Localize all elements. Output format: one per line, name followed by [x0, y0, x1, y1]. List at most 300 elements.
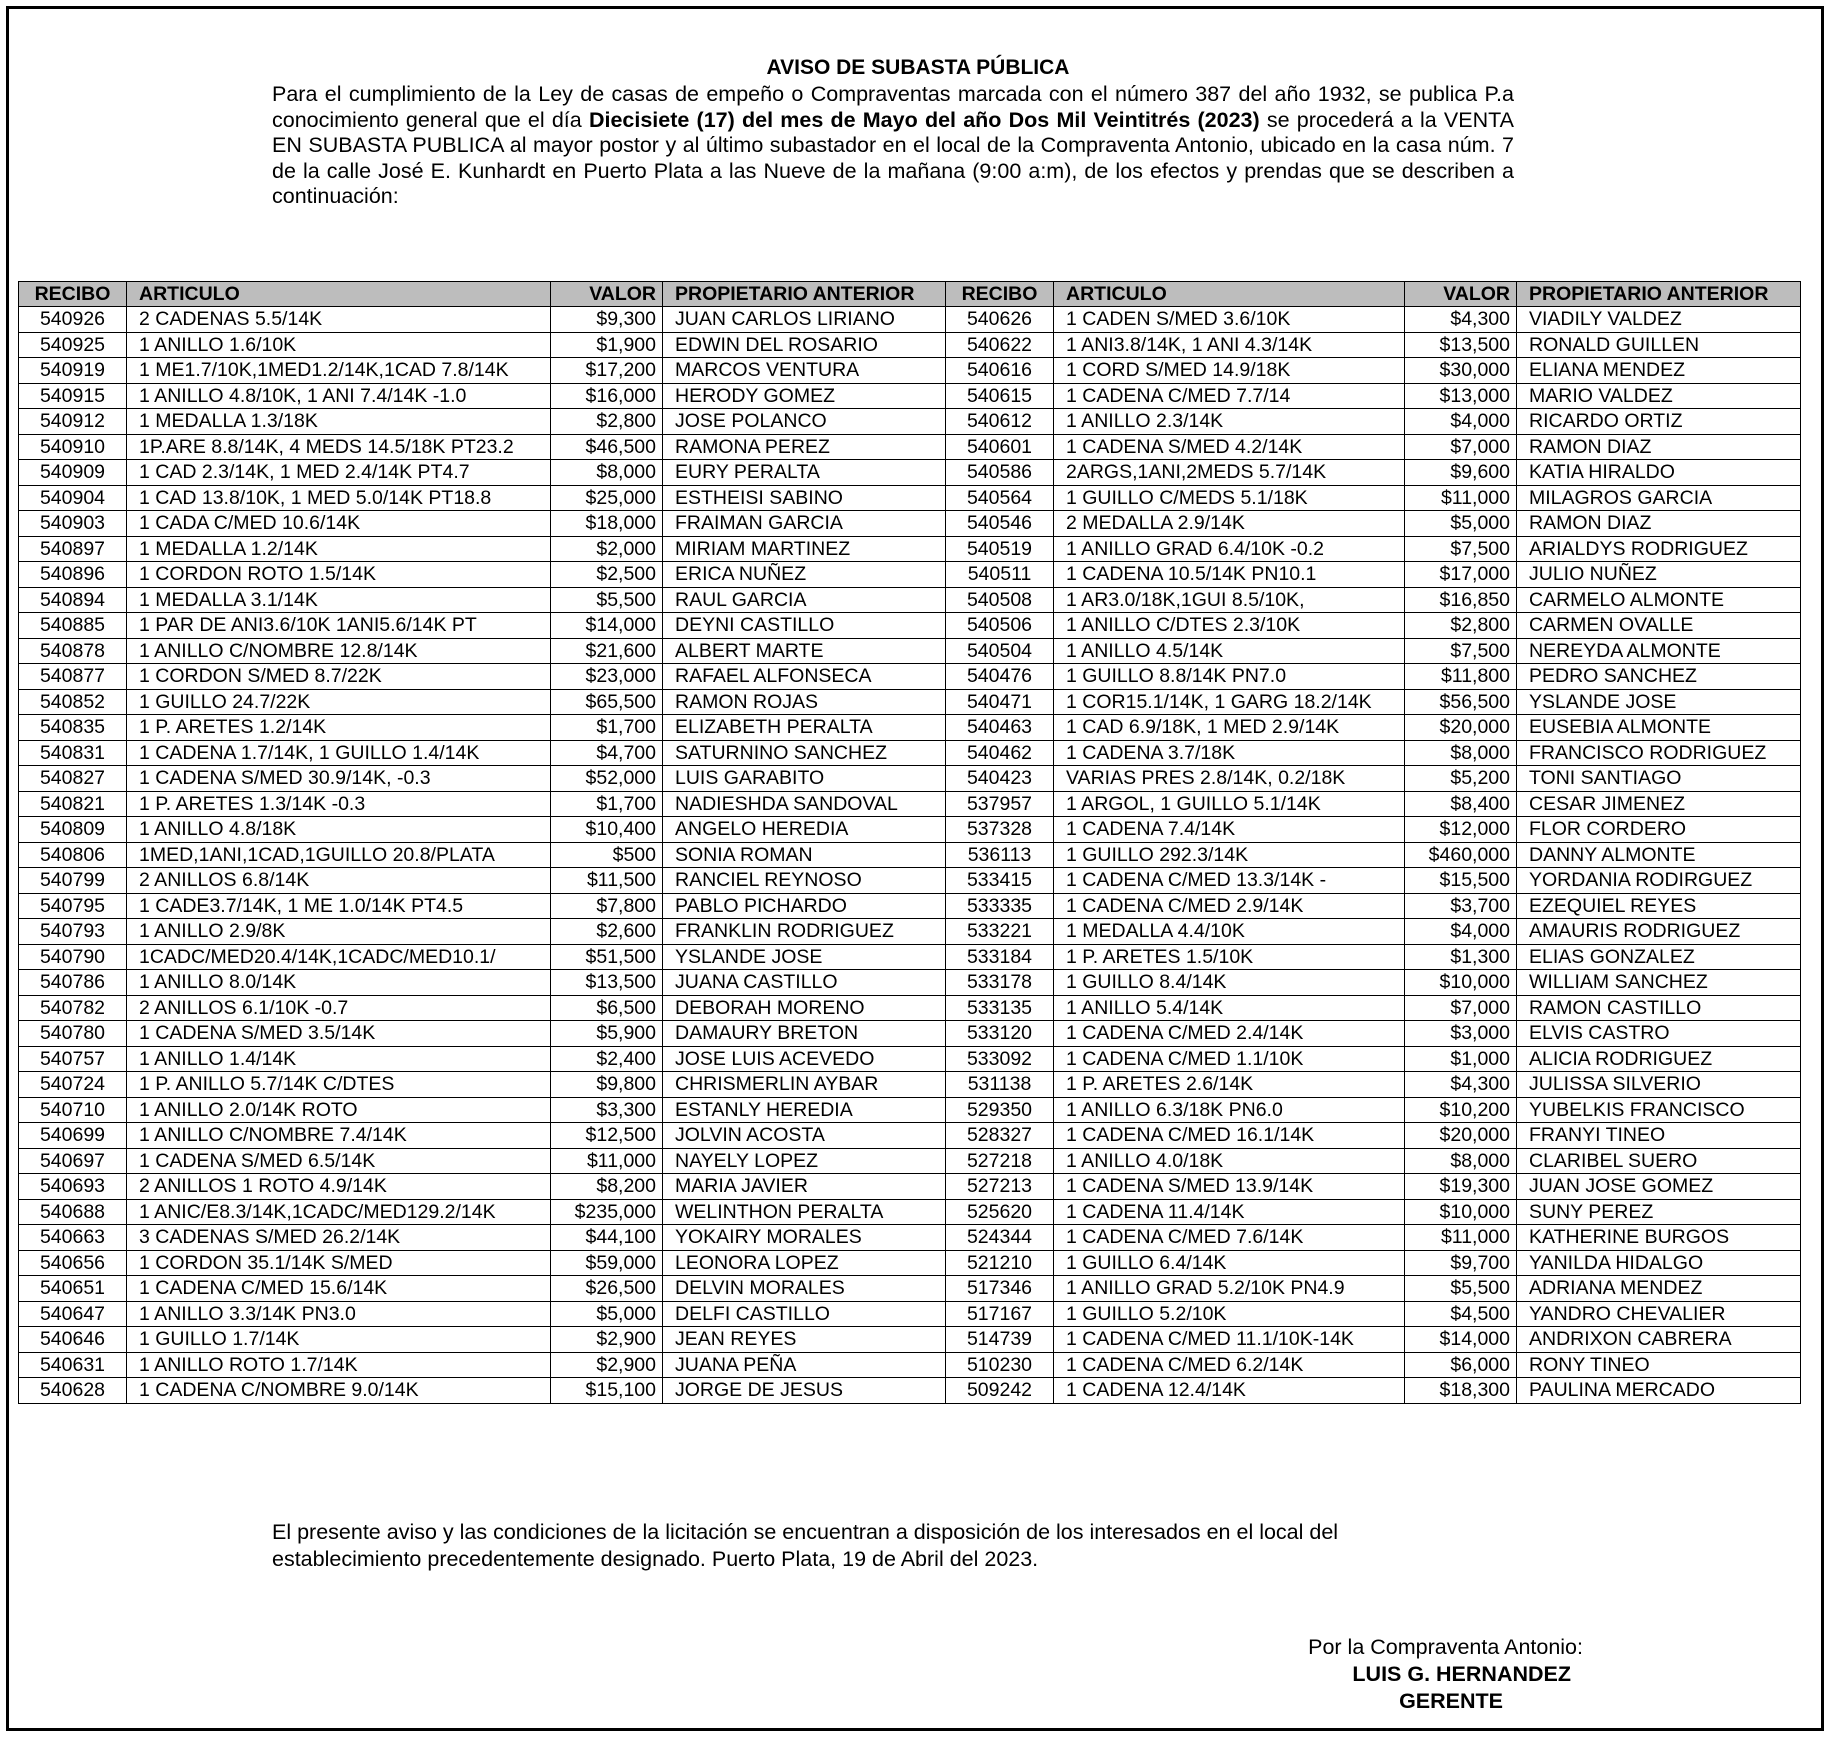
propietario-cell: PEDRO SANCHEZ [1517, 664, 1801, 690]
valor-cell: $7,000 [1405, 995, 1517, 1021]
recibo-cell: 540915 [19, 383, 127, 409]
recibo-cell: 540912 [19, 409, 127, 435]
propietario-cell: SUNY PEREZ [1517, 1199, 1801, 1225]
table-row [19, 1199, 1801, 1225]
recibo-cell: 533178 [946, 970, 1054, 996]
valor-cell: $4,000 [1405, 919, 1517, 945]
propietario-cell: ARIALDYS RODRIGUEZ [1517, 536, 1801, 562]
auction-items-table [18, 281, 1801, 1404]
articulo-cell: 1 ANILLO 4.5/14K [1054, 638, 1405, 664]
articulo-cell: 1 ME1.7/10K,1MED1.2/14K,1CAD 7.8/14K [127, 358, 551, 384]
table-row [19, 868, 1801, 894]
column-header-articulo: ARTICULO [127, 282, 551, 307]
recibo-cell: 540511 [946, 562, 1054, 588]
recibo-cell: 540793 [19, 919, 127, 945]
articulo-cell: 3 CADENAS S/MED 26.2/14K [127, 1225, 551, 1251]
propietario-cell: JORGE DE JESUS [663, 1378, 946, 1404]
articulo-cell: 1 CADENA 11.4/14K [1054, 1199, 1405, 1225]
propietario-cell: JUANA PEÑA [663, 1352, 946, 1378]
column-header-propietario-2: PROPIETARIO ANTERIOR [1517, 282, 1801, 307]
table-row [19, 944, 1801, 970]
articulo-cell: 1 CAD 13.8/10K, 1 MED 5.0/14K PT18.8 [127, 485, 551, 511]
articulo-cell: 1 GUILLO 292.3/14K [1054, 842, 1405, 868]
articulo-cell: 1P.ARE 8.8/14K, 4 MEDS 14.5/18K PT23.2 [127, 434, 551, 460]
articulo-cell: 2ARGS,1ANI,2MEDS 5.7/14K [1054, 460, 1405, 486]
propietario-cell: JOLVIN ACOSTA [663, 1123, 946, 1149]
valor-cell: $5,000 [1405, 511, 1517, 537]
table-row [19, 434, 1801, 460]
valor-cell: $2,500 [551, 562, 663, 588]
valor-cell: $9,800 [551, 1072, 663, 1098]
articulo-cell: 1 GUILLO 6.4/14K [1054, 1250, 1405, 1276]
table-row [19, 740, 1801, 766]
table-row [19, 1021, 1801, 1047]
valor-cell: $1,300 [1405, 944, 1517, 970]
articulo-cell: 1 ANILLO 2.9/8K [127, 919, 551, 945]
valor-cell: $460,000 [1405, 842, 1517, 868]
valor-cell: $25,000 [551, 485, 663, 511]
valor-cell: $46,500 [551, 434, 663, 460]
propietario-cell: RICARDO ORTIZ [1517, 409, 1801, 435]
articulo-cell: 1 ANILLO 4.8/10K, 1 ANI 7.4/14K -1.0 [127, 383, 551, 409]
articulo-cell: 1 P. ARETES 1.5/10K [1054, 944, 1405, 970]
recibo-cell: 525620 [946, 1199, 1054, 1225]
valor-cell: $1,700 [551, 715, 663, 741]
recibo-cell: 533092 [946, 1046, 1054, 1072]
recibo-cell: 533335 [946, 893, 1054, 919]
recibo-cell: 540646 [19, 1327, 127, 1353]
signature-org: Por la Compraventa Antonio: [1308, 1635, 1583, 1659]
propietario-cell: CARMELO ALMONTE [1517, 587, 1801, 613]
valor-cell: $2,000 [551, 536, 663, 562]
valor-cell: $2,400 [551, 1046, 663, 1072]
valor-cell: $1,700 [551, 791, 663, 817]
propietario-cell: FRANKLIN RODRIGUEZ [663, 919, 946, 945]
propietario-cell: RAMON DIAZ [1517, 434, 1801, 460]
table-row [19, 970, 1801, 996]
articulo-cell: 1 ANILLO ROTO 1.7/14K [127, 1352, 551, 1378]
recibo-cell: 517167 [946, 1301, 1054, 1327]
valor-cell: $23,000 [551, 664, 663, 690]
recibo-cell: 540910 [19, 434, 127, 460]
recibo-cell: 533415 [946, 868, 1054, 894]
valor-cell: $2,800 [551, 409, 663, 435]
valor-cell: $2,800 [1405, 613, 1517, 639]
articulo-cell: 1 COR15.1/14K, 1 GARG 18.2/14K [1054, 689, 1405, 715]
recibo-cell: 540663 [19, 1225, 127, 1251]
valor-cell: $59,000 [551, 1250, 663, 1276]
valor-cell: $16,850 [1405, 587, 1517, 613]
articulo-cell: 1 CADENA S/MED 4.2/14K [1054, 434, 1405, 460]
recibo-cell: 540656 [19, 1250, 127, 1276]
propietario-cell: LUIS GARABITO [663, 766, 946, 792]
recibo-cell: 540885 [19, 613, 127, 639]
valor-cell: $7,800 [551, 893, 663, 919]
table-row [19, 1301, 1801, 1327]
valor-cell: $20,000 [1405, 715, 1517, 741]
valor-cell: $10,200 [1405, 1097, 1517, 1123]
intro-text-start: Para el cumplimiento de la Ley de casas de empeño o Compraventas marcada con el número 387 del año 1932, se publica P.a conocimiento general que el día [272, 82, 1514, 132]
table-row [19, 791, 1801, 817]
recibo-cell: 540612 [946, 409, 1054, 435]
table-row [19, 1225, 1801, 1251]
recibo-cell: 540909 [19, 460, 127, 486]
propietario-cell: EDWIN DEL ROSARIO [663, 332, 946, 358]
table-row [19, 1097, 1801, 1123]
articulo-cell: 1 MEDALLA 1.3/18K [127, 409, 551, 435]
table-row [19, 817, 1801, 843]
valor-cell: $17,200 [551, 358, 663, 384]
articulo-cell: 1 GUILLO 8.8/14K PN7.0 [1054, 664, 1405, 690]
notice-title: AVISO DE SUBASTA PÚBLICA [766, 56, 1070, 79]
valor-cell: $11,800 [1405, 664, 1517, 690]
propietario-cell: KATIA HIRALDO [1517, 460, 1801, 486]
recibo-cell: 540925 [19, 332, 127, 358]
valor-cell: $10,400 [551, 817, 663, 843]
table-row [19, 1327, 1801, 1353]
articulo-cell: 1MED,1ANI,1CAD,1GUILLO 20.8/PLATA [127, 842, 551, 868]
propietario-cell: RONALD GUILLEN [1517, 332, 1801, 358]
articulo-cell: 1 ANILLO C/NOMBRE 7.4/14K [127, 1123, 551, 1149]
table-row [19, 383, 1801, 409]
articulo-cell: 1 CADENA C/MED 16.1/14K [1054, 1123, 1405, 1149]
recibo-cell: 540897 [19, 536, 127, 562]
table-row [19, 1174, 1801, 1200]
recibo-cell: 514739 [946, 1327, 1054, 1353]
table-row [19, 1352, 1801, 1378]
recibo-cell: 528327 [946, 1123, 1054, 1149]
valor-cell: $12,000 [1405, 817, 1517, 843]
recibo-cell: 540919 [19, 358, 127, 384]
recibo-cell: 540586 [946, 460, 1054, 486]
propietario-cell: SONIA ROMAN [663, 842, 946, 868]
valor-cell: $12,500 [551, 1123, 663, 1149]
table-row [19, 664, 1801, 690]
propietario-cell: LEONORA LOPEZ [663, 1250, 946, 1276]
recibo-cell: 540471 [946, 689, 1054, 715]
recibo-cell: 537957 [946, 791, 1054, 817]
recibo-cell: 521210 [946, 1250, 1054, 1276]
recibo-cell: 540877 [19, 664, 127, 690]
articulo-cell: 1 CORD S/MED 14.9/18K [1054, 358, 1405, 384]
recibo-cell: 540647 [19, 1301, 127, 1327]
articulo-cell: 1 CADENA C/MED 7.6/14K [1054, 1225, 1405, 1251]
recibo-cell: 510230 [946, 1352, 1054, 1378]
articulo-cell: 1 GUILLO 5.2/10K [1054, 1301, 1405, 1327]
table-row [19, 919, 1801, 945]
signature-role: GERENTE [1399, 1689, 1503, 1713]
valor-cell: $17,000 [1405, 562, 1517, 588]
articulo-cell: 1 CADENA C/MED 13.3/14K - [1054, 868, 1405, 894]
column-header-recibo: RECIBO [19, 282, 127, 307]
propietario-cell: ELVIS CASTRO [1517, 1021, 1801, 1047]
valor-cell: $3,000 [1405, 1021, 1517, 1047]
recibo-cell: 527218 [946, 1148, 1054, 1174]
recibo-cell: 524344 [946, 1225, 1054, 1251]
propietario-cell: RAMON CASTILLO [1517, 995, 1801, 1021]
valor-cell: $11,500 [551, 868, 663, 894]
propietario-cell: DAMAURY BRETON [663, 1021, 946, 1047]
propietario-cell: NADIESHDA SANDOVAL [663, 791, 946, 817]
valor-cell: $21,600 [551, 638, 663, 664]
valor-cell: $5,900 [551, 1021, 663, 1047]
column-header-propietario: PROPIETARIO ANTERIOR [663, 282, 946, 307]
articulo-cell: 1 P. ARETES 2.6/14K [1054, 1072, 1405, 1098]
propietario-cell: PAULINA MERCADO [1517, 1378, 1801, 1404]
articulo-cell: 1 CADENA C/MED 2.4/14K [1054, 1021, 1405, 1047]
articulo-cell: 1 P. ARETES 1.3/14K -0.3 [127, 791, 551, 817]
articulo-cell: 1 ANILLO C/DTES 2.3/10K [1054, 613, 1405, 639]
propietario-cell: YUBELKIS FRANCISCO [1517, 1097, 1801, 1123]
propietario-cell: DANNY ALMONTE [1517, 842, 1801, 868]
articulo-cell: 1 ANILLO 4.0/18K [1054, 1148, 1405, 1174]
recibo-cell: 540821 [19, 791, 127, 817]
table-row [19, 1250, 1801, 1276]
valor-cell: $5,200 [1405, 766, 1517, 792]
articulo-cell: 1 ANILLO 8.0/14K [127, 970, 551, 996]
articulo-cell: 1 ANILLO GRAD 5.2/10K PN4.9 [1054, 1276, 1405, 1302]
propietario-cell: DEBORAH MORENO [663, 995, 946, 1021]
propietario-cell: CESAR JIMENEZ [1517, 791, 1801, 817]
propietario-cell: ERICA NUÑEZ [663, 562, 946, 588]
propietario-cell: JULIO NUÑEZ [1517, 562, 1801, 588]
propietario-cell: ALBERT MARTE [663, 638, 946, 664]
articulo-cell: 1 CADENA C/MED 7.7/14 [1054, 383, 1405, 409]
propietario-cell: EZEQUIEL REYES [1517, 893, 1801, 919]
articulo-cell: 1 ANILLO 5.4/14K [1054, 995, 1405, 1021]
articulo-cell: 1 P. ANILLO 5.7/14K C/DTES [127, 1072, 551, 1098]
propietario-cell: YANILDA HIDALGO [1517, 1250, 1801, 1276]
recibo-cell: 540631 [19, 1352, 127, 1378]
signature-block [1308, 1634, 1583, 1715]
valor-cell: $2,600 [551, 919, 663, 945]
propietario-cell: KATHERINE BURGOS [1517, 1225, 1801, 1251]
propietario-cell: JULISSA SILVERIO [1517, 1072, 1801, 1098]
recibo-cell: 540790 [19, 944, 127, 970]
articulo-cell: 1 CADENA 12.4/14K [1054, 1378, 1405, 1404]
intro-paragraph [272, 82, 1514, 210]
propietario-cell: JOSE LUIS ACEVEDO [663, 1046, 946, 1072]
recibo-cell: 540628 [19, 1378, 127, 1404]
valor-cell: $52,000 [551, 766, 663, 792]
table-row [19, 766, 1801, 792]
propietario-cell: WILLIAM SANCHEZ [1517, 970, 1801, 996]
valor-cell: $14,000 [1405, 1327, 1517, 1353]
propietario-cell: SATURNINO SANCHEZ [663, 740, 946, 766]
recibo-cell: 540903 [19, 511, 127, 537]
recibo-cell: 540757 [19, 1046, 127, 1072]
articulo-cell: 1 ANILLO 2.0/14K ROTO [127, 1097, 551, 1123]
recibo-cell: 540806 [19, 842, 127, 868]
propietario-cell: ELIZABETH PERALTA [663, 715, 946, 741]
articulo-cell: 1 CADE3.7/14K, 1 ME 1.0/14K PT4.5 [127, 893, 551, 919]
valor-cell: $5,500 [1405, 1276, 1517, 1302]
propietario-cell: JEAN REYES [663, 1327, 946, 1353]
recibo-cell: 540926 [19, 307, 127, 333]
articulo-cell: 1 ANILLO 1.6/10K [127, 332, 551, 358]
recibo-cell: 540780 [19, 1021, 127, 1047]
recibo-cell: 540693 [19, 1174, 127, 1200]
valor-cell: $14,000 [551, 613, 663, 639]
recibo-cell: 540615 [946, 383, 1054, 409]
propietario-cell: ADRIANA MENDEZ [1517, 1276, 1801, 1302]
recibo-cell: 540476 [946, 664, 1054, 690]
propietario-cell: YSLANDE JOSE [1517, 689, 1801, 715]
recibo-cell: 540786 [19, 970, 127, 996]
propietario-cell: YANDRO CHEVALIER [1517, 1301, 1801, 1327]
valor-cell: $3,300 [551, 1097, 663, 1123]
recibo-cell: 527213 [946, 1174, 1054, 1200]
table-row [19, 1072, 1801, 1098]
valor-cell: $65,500 [551, 689, 663, 715]
valor-cell: $13,500 [1405, 332, 1517, 358]
recibo-cell: 517346 [946, 1276, 1054, 1302]
table-row [19, 409, 1801, 435]
propietario-cell: PABLO PICHARDO [663, 893, 946, 919]
recibo-cell: 536113 [946, 842, 1054, 868]
table-row [19, 1046, 1801, 1072]
propietario-cell: ESTANLY HEREDIA [663, 1097, 946, 1123]
valor-cell: $1,900 [551, 332, 663, 358]
valor-cell: $56,500 [1405, 689, 1517, 715]
table-row [19, 511, 1801, 537]
valor-cell: $9,700 [1405, 1250, 1517, 1276]
valor-cell: $9,300 [551, 307, 663, 333]
articulo-cell: 1 CADENA S/MED 6.5/14K [127, 1148, 551, 1174]
articulo-cell: 1 MEDALLA 3.1/14K [127, 587, 551, 613]
propietario-cell: YSLANDE JOSE [663, 944, 946, 970]
valor-cell: $44,100 [551, 1225, 663, 1251]
recibo-cell: 540508 [946, 587, 1054, 613]
recibo-cell: 533135 [946, 995, 1054, 1021]
valor-cell: $4,700 [551, 740, 663, 766]
propietario-cell: DEYNI CASTILLO [663, 613, 946, 639]
propietario-cell: JOSE POLANCO [663, 409, 946, 435]
recibo-cell: 540799 [19, 868, 127, 894]
recibo-cell: 540688 [19, 1199, 127, 1225]
valor-cell: $500 [551, 842, 663, 868]
articulo-cell: 1 CADENA C/MED 1.1/10K [1054, 1046, 1405, 1072]
articulo-cell: 1 MEDALLA 1.2/14K [127, 536, 551, 562]
recibo-cell: 540616 [946, 358, 1054, 384]
articulo-cell: 1 GUILLO 1.7/14K [127, 1327, 551, 1353]
propietario-cell: ANDRIXON CABRERA [1517, 1327, 1801, 1353]
articulo-cell: 2 ANILLOS 6.1/10K -0.7 [127, 995, 551, 1021]
articulo-cell: 1 CADENA C/MED 6.2/14K [1054, 1352, 1405, 1378]
articulo-cell: 1 ANILLO 6.3/18K PN6.0 [1054, 1097, 1405, 1123]
propietario-cell: EUSEBIA ALMONTE [1517, 715, 1801, 741]
articulo-cell: 1 ANILLO 2.3/14K [1054, 409, 1405, 435]
propietario-cell: AMAURIS RODRIGUEZ [1517, 919, 1801, 945]
propietario-cell: RANCIEL REYNOSO [663, 868, 946, 894]
recibo-cell: 533120 [946, 1021, 1054, 1047]
propietario-cell: FRAIMAN GARCIA [663, 511, 946, 537]
recibo-cell: 540831 [19, 740, 127, 766]
table-row [19, 893, 1801, 919]
table-row [19, 358, 1801, 384]
propietario-cell: MARIA JAVIER [663, 1174, 946, 1200]
articulo-cell: 1 ANILLO 3.3/14K PN3.0 [127, 1301, 551, 1327]
table-body [19, 307, 1801, 1404]
recibo-cell: 540904 [19, 485, 127, 511]
propietario-cell: VIADILY VALDEZ [1517, 307, 1801, 333]
propietario-cell: CARMEN OVALLE [1517, 613, 1801, 639]
recibo-cell: 540827 [19, 766, 127, 792]
valor-cell: $10,000 [1405, 1199, 1517, 1225]
propietario-cell: RAUL GARCIA [663, 587, 946, 613]
articulo-cell: 1 GUILLO C/MEDS 5.1/18K [1054, 485, 1405, 511]
valor-cell: $11,000 [1405, 1225, 1517, 1251]
articulo-cell: 1 ARGOL, 1 GUILLO 5.1/14K [1054, 791, 1405, 817]
table-row [19, 638, 1801, 664]
valor-cell: $8,000 [1405, 740, 1517, 766]
recibo-cell: 537328 [946, 817, 1054, 843]
propietario-cell: ALICIA RODRIGUEZ [1517, 1046, 1801, 1072]
valor-cell: $26,500 [551, 1276, 663, 1302]
articulo-cell: 1 CADENA C/MED 2.9/14K [1054, 893, 1405, 919]
articulo-cell: 2 CADENAS 5.5/14K [127, 307, 551, 333]
propietario-cell: RAMON DIAZ [1517, 511, 1801, 537]
propietario-cell: WELINTHON PERALTA [663, 1199, 946, 1225]
recibo-cell: 540463 [946, 715, 1054, 741]
valor-cell: $13,500 [551, 970, 663, 996]
articulo-cell: 1CADC/MED20.4/14K,1CADC/MED10.1/ [127, 944, 551, 970]
valor-cell: $6,000 [1405, 1352, 1517, 1378]
valor-cell: $6,500 [551, 995, 663, 1021]
valor-cell: $2,900 [551, 1352, 663, 1378]
recibo-cell: 540626 [946, 307, 1054, 333]
valor-cell: $7,000 [1405, 434, 1517, 460]
closing-line-2: establecimiento precedentemente designado. Puerto Plata, 19 de Abril del 2023. [272, 1547, 1039, 1571]
table-row [19, 332, 1801, 358]
articulo-cell: 1 CADENA S/MED 3.5/14K [127, 1021, 551, 1047]
articulo-cell: 1 GUILLO 8.4/14K [1054, 970, 1405, 996]
table-row [19, 562, 1801, 588]
articulo-cell: VARIAS PRES 2.8/14K, 0.2/18K [1054, 766, 1405, 792]
propietario-cell: DELFI CASTILLO [663, 1301, 946, 1327]
recibo-cell: 540699 [19, 1123, 127, 1149]
propietario-cell: HERODY GOMEZ [663, 383, 946, 409]
articulo-cell: 1 CADENA 10.5/14K PN10.1 [1054, 562, 1405, 588]
valor-cell: $1,000 [1405, 1046, 1517, 1072]
column-header-recibo-2: RECIBO [946, 282, 1054, 307]
articulo-cell: 1 CORDON S/MED 8.7/22K [127, 664, 551, 690]
valor-cell: $8,200 [551, 1174, 663, 1200]
propietario-cell: FRANYI TINEO [1517, 1123, 1801, 1149]
closing-line-1: El presente aviso y las condiciones de la licitación se encuentran a disposición de los interesados en el local del [272, 1520, 1339, 1544]
valor-cell: $7,500 [1405, 536, 1517, 562]
propietario-cell: NEREYDA ALMONTE [1517, 638, 1801, 664]
recibo-cell: 540809 [19, 817, 127, 843]
column-header-valor-2: VALOR [1405, 282, 1517, 307]
propietario-cell: JUAN JOSE GOMEZ [1517, 1174, 1801, 1200]
propietario-cell: FLOR CORDERO [1517, 817, 1801, 843]
articulo-cell: 1 CADENA C/MED 11.1/10K-14K [1054, 1327, 1405, 1353]
articulo-cell: 2 ANILLOS 6.8/14K [127, 868, 551, 894]
recibo-cell: 529350 [946, 1097, 1054, 1123]
valor-cell: $16,000 [551, 383, 663, 409]
propietario-cell: ANGELO HEREDIA [663, 817, 946, 843]
articulo-cell: 1 CAD 2.3/14K, 1 MED 2.4/14K PT4.7 [127, 460, 551, 486]
table-row [19, 842, 1801, 868]
articulo-cell: 1 ANI3.8/14K, 1 ANI 4.3/14K [1054, 332, 1405, 358]
recibo-cell: 540894 [19, 587, 127, 613]
table-row [19, 1123, 1801, 1149]
articulo-cell: 1 CADENA C/MED 15.6/14K [127, 1276, 551, 1302]
table-row [19, 995, 1801, 1021]
valor-cell: $5,500 [551, 587, 663, 613]
propietario-cell: MARCOS VENTURA [663, 358, 946, 384]
